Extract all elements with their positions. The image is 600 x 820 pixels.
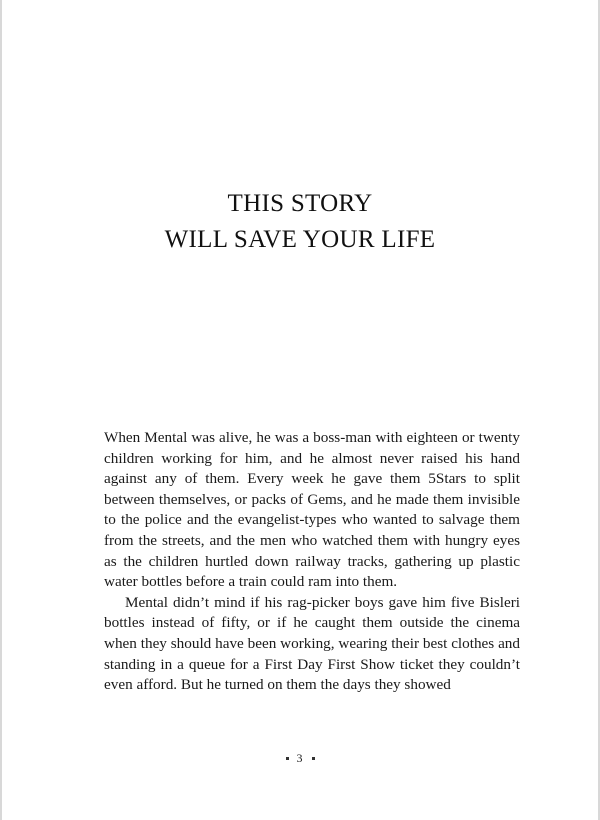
- paragraph: When Mental was alive, he was a boss-man with eighteen or twenty children working for him, and he almost never raised his hand against any of them. Every week he gave them 5Stars to split between themselves, or packs of Gems, and he made them invisible to the police and the evangelist-types who wanted to salvage them from the streets, and the men who watched them with hungry eyes as the children hurtled down railway tracks, gathering up plastic water bottles before a train could ram into them.: [104, 429, 520, 591]
- folio-ornament-left: [286, 757, 289, 760]
- chapter-title-line-1: THIS STORY: [227, 190, 373, 217]
- body-text: [104, 428, 520, 696]
- page-edge-left: [0, 0, 2, 820]
- page-number: 3: [296, 751, 304, 765]
- chapter-title-line-2: WILL SAVE YOUR LIFE: [164, 226, 436, 253]
- chapter-title: [0, 186, 600, 258]
- folio-ornament-right: [312, 757, 315, 760]
- page-folio: [0, 751, 600, 766]
- paragraph: Mental didn’t mind if his rag-picker boys gave him five Bisleri bottles instead of fifty, or if he caught them outside the cinema when they should have been working, wearing their best clothes and standing in a queue for a First Day First Show ticket they couldn’t even afford. But he turned on them the days they showed: [104, 593, 520, 694]
